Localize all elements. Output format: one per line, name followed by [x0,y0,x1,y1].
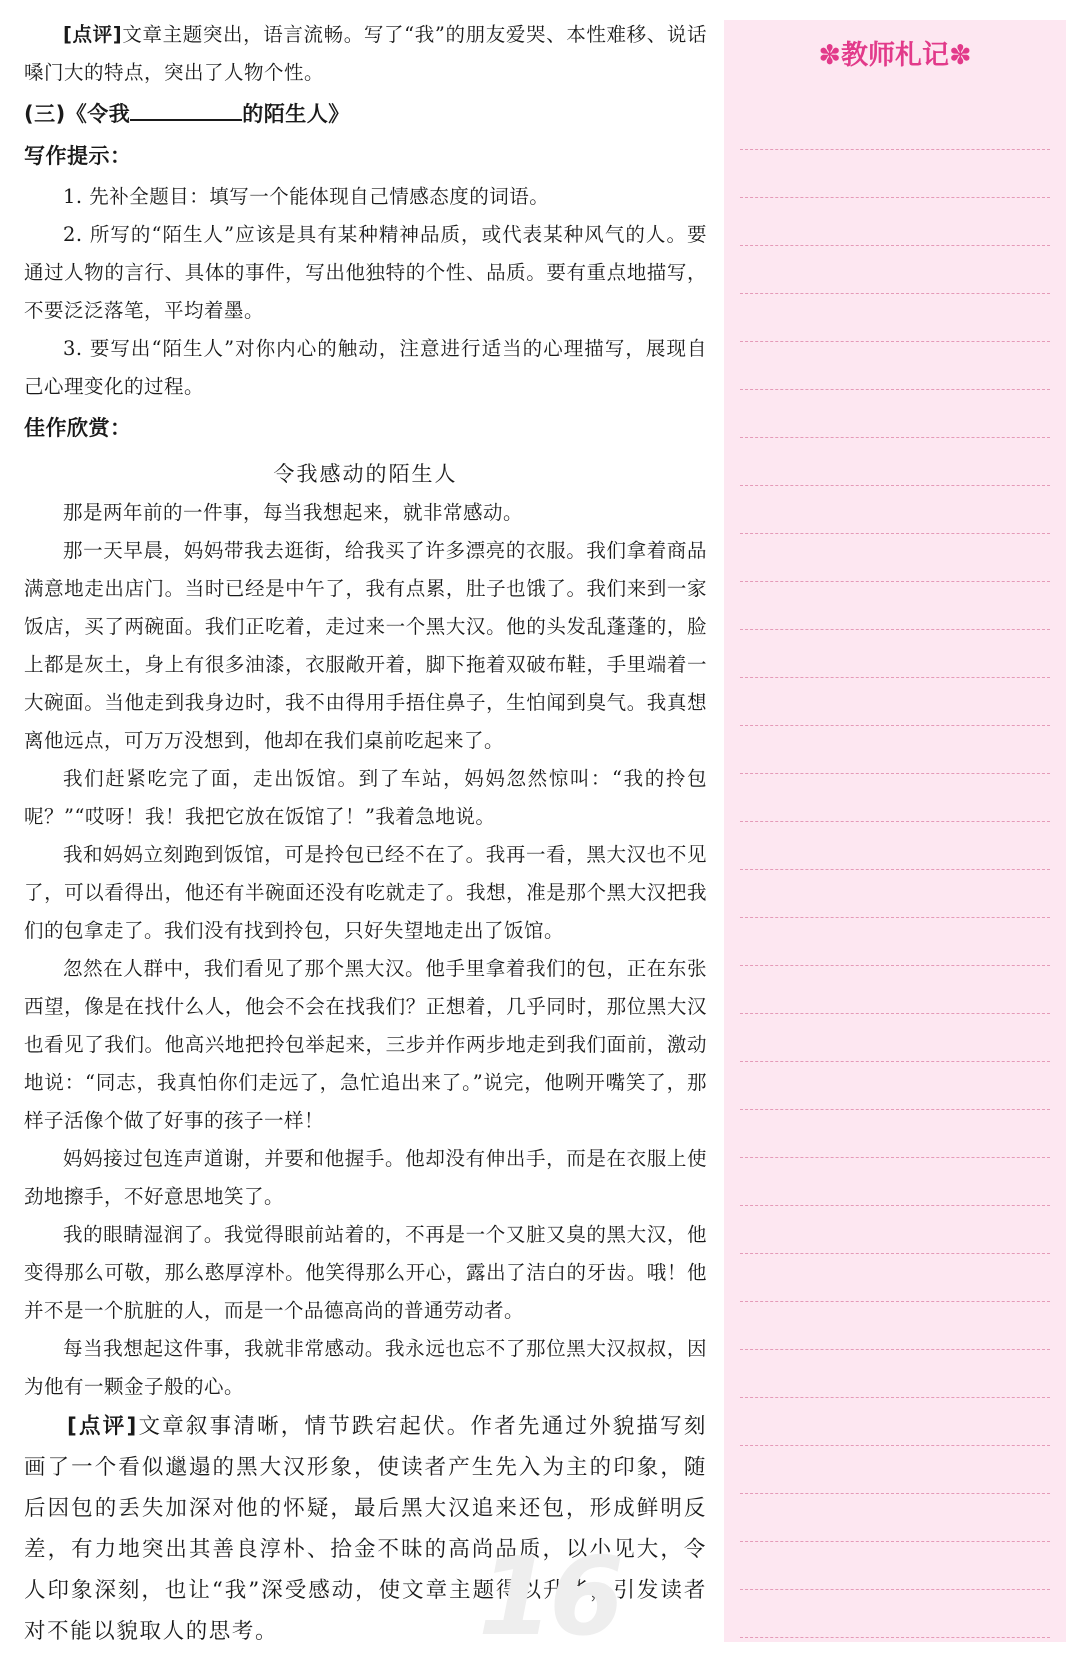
notes-line[interactable] [740,1590,1050,1638]
essay-paragraph: 那一天早晨，妈妈带我去逛街，给我买了许多漂亮的衣服。我们拿着商品满意地走出店门。当时已经是中午了，我有点累，肚子也饿了。我们来到一家饭店，买了两碗面。我们正吃着，走过来一个黑大汉。他的头发乱蓬蓬的，脸上都是灰土，身上有很多油漆，衣服敞开着，脚下拖着双破布鞋，手里端着一大碗面。当他走到我身边时，我不由得用手捂住鼻子，生怕闻到臭气。我真想离他远点，可万万没想到，他却在我们桌前吃起来了。 [24,539,707,752]
notes-line[interactable] [740,1158,1050,1206]
page-number: 16 [478,1535,621,1660]
tip-item: 2. 所写的“陌生人”应该是具有某种精神品质，或代表某种风气的人。要通过人物的言行、具体的事件，写出他独特的个性、品质。要有重点地描写，不要泛泛落笔，平均着墨。 [24,223,707,322]
teacher-notes-title: ✽教师札记✽ [818,40,972,71]
notes-line[interactable] [740,582,1050,630]
notes-line[interactable] [740,1110,1050,1158]
essay-paragraph: 妈妈接过包连声道谢，并要和他握手。他却没有伸出手，而是在衣服上使劲地擦手，不好意思地笑了。 [24,1147,707,1208]
notes-line[interactable] [740,438,1050,486]
notes-line[interactable] [740,486,1050,534]
essay-heading: 佳作欣赏： [24,416,132,440]
notes-line[interactable] [740,1350,1050,1398]
review-tag: [点评] [67,1414,138,1439]
essay-paragraph: 那是两年前的一件事，每当我想起来，就非常感动。 [63,501,524,524]
notes-line[interactable] [740,294,1050,342]
section-heading [24,94,707,134]
tip-item: 3. 要写出“陌生人”对你内心的触动，注意进行适当的心理描写，展现自己心理变化的过程。 [24,337,707,398]
notes-line[interactable] [740,198,1050,246]
notes-line[interactable] [740,870,1050,918]
notes-line[interactable] [740,246,1050,294]
main-content [24,16,707,1652]
section-heading-prefix: (三)《令我 [24,102,131,126]
review-tag: [点评] [63,23,123,46]
tip-item: 1. 先补全题目：填写一个能体现自己情感态度的词语。 [63,185,550,208]
notes-line[interactable] [740,1014,1050,1062]
notes-line[interactable] [740,1254,1050,1302]
notes-line[interactable] [740,630,1050,678]
notes-lines [740,102,1050,1634]
notes-line[interactable] [740,1206,1050,1254]
notes-line[interactable] [740,822,1050,870]
teacher-notes-panel [724,20,1066,1642]
notes-line[interactable] [740,918,1050,966]
essay-title: 令我感动的陌生人 [273,462,458,486]
notes-line[interactable] [740,1062,1050,1110]
essay-paragraph: 忽然在人群中，我们看见了那个黑大汉。他手里拿着我们的包，正在东张西望，像是在找什么人，他会不会在找我们？正想着，几乎同时，那位黑大汉也看见了我们。他高兴地把拎包举起来，三步并作两步地走到我们面前，激动地说：“同志，我真怕你们走远了，急忙追出来了。”说完，他咧开嘴笑了，那样子活像个做了好事的孩子一样！ [24,957,707,1132]
notes-line[interactable] [740,966,1050,1014]
essay-paragraph: 我和妈妈立刻跑到饭馆，可是拎包已经不在了。我再一看，黑大汉也不见了，可以看得出，他还有半碗面还没有吃就走了。我想，准是那个黑大汉把我们的包拿走了。我们没有找到拎包，只好失望地走出了饭馆。 [24,843,707,942]
notes-line[interactable] [740,678,1050,726]
notes-line[interactable] [740,534,1050,582]
notes-line[interactable] [740,774,1050,822]
essay-paragraph: 我的眼睛湿润了。我觉得眼前站着的，不再是一个又脏又臭的黑大汉，他变得那么可敬，那么憨厚淳朴。他笑得那么开心，露出了洁白的牙齿。哦！他并不是一个肮脏的人，而是一个品德高尚的普通劳动者。 [24,1223,707,1322]
notes-line[interactable] [740,390,1050,438]
title-blank [130,97,242,121]
notes-line[interactable] [740,1542,1050,1590]
notes-line[interactable] [740,342,1050,390]
essay-paragraph: 我们赶紧吃完了面，走出饭馆。到了车站，妈妈忽然惊叫：“我的拎包呢？”“哎呀！我！我把它放在饭馆了！”我着急地说。 [24,767,707,828]
notes-line[interactable] [740,150,1050,198]
notes-line[interactable] [740,102,1050,150]
review-paragraph-top [24,16,707,92]
notes-line[interactable] [740,1446,1050,1494]
essay-paragraph: 每当我想起这件事，我就非常感动。我永远也忘不了那位黑大汉叔叔，因为他有一颗金子般的心。 [24,1337,707,1398]
tips-heading: 写作提示： [24,144,132,168]
notes-line[interactable] [740,1302,1050,1350]
notes-line[interactable] [740,726,1050,774]
review-text: 文章主题突出，语言流畅。写了“我”的朋友爱哭、本性难移、说话嗓门大的特点，突出了人物个性。 [24,23,707,84]
notes-line[interactable] [740,1494,1050,1542]
notes-line[interactable] [740,1398,1050,1446]
section-heading-suffix: 的陌生人》 [242,102,350,126]
review-text: 文章叙事清晰，情节跌宕起伏。作者先通过外貌描写刻画了一个看似邋遢的黑大汉形象，使读者产生先入为主的印象，随后因包的丢失加深对他的怀疑，最后黑大汉追来还包，形成鲜明反差，有力地突出其善良淳朴、拾金不昧的高尚品质，以小见大，令人印象深刻，也让“我”深受感动，使文章主题得以升华，引发读者对不能以貌取人的思考。 [24,1414,707,1644]
